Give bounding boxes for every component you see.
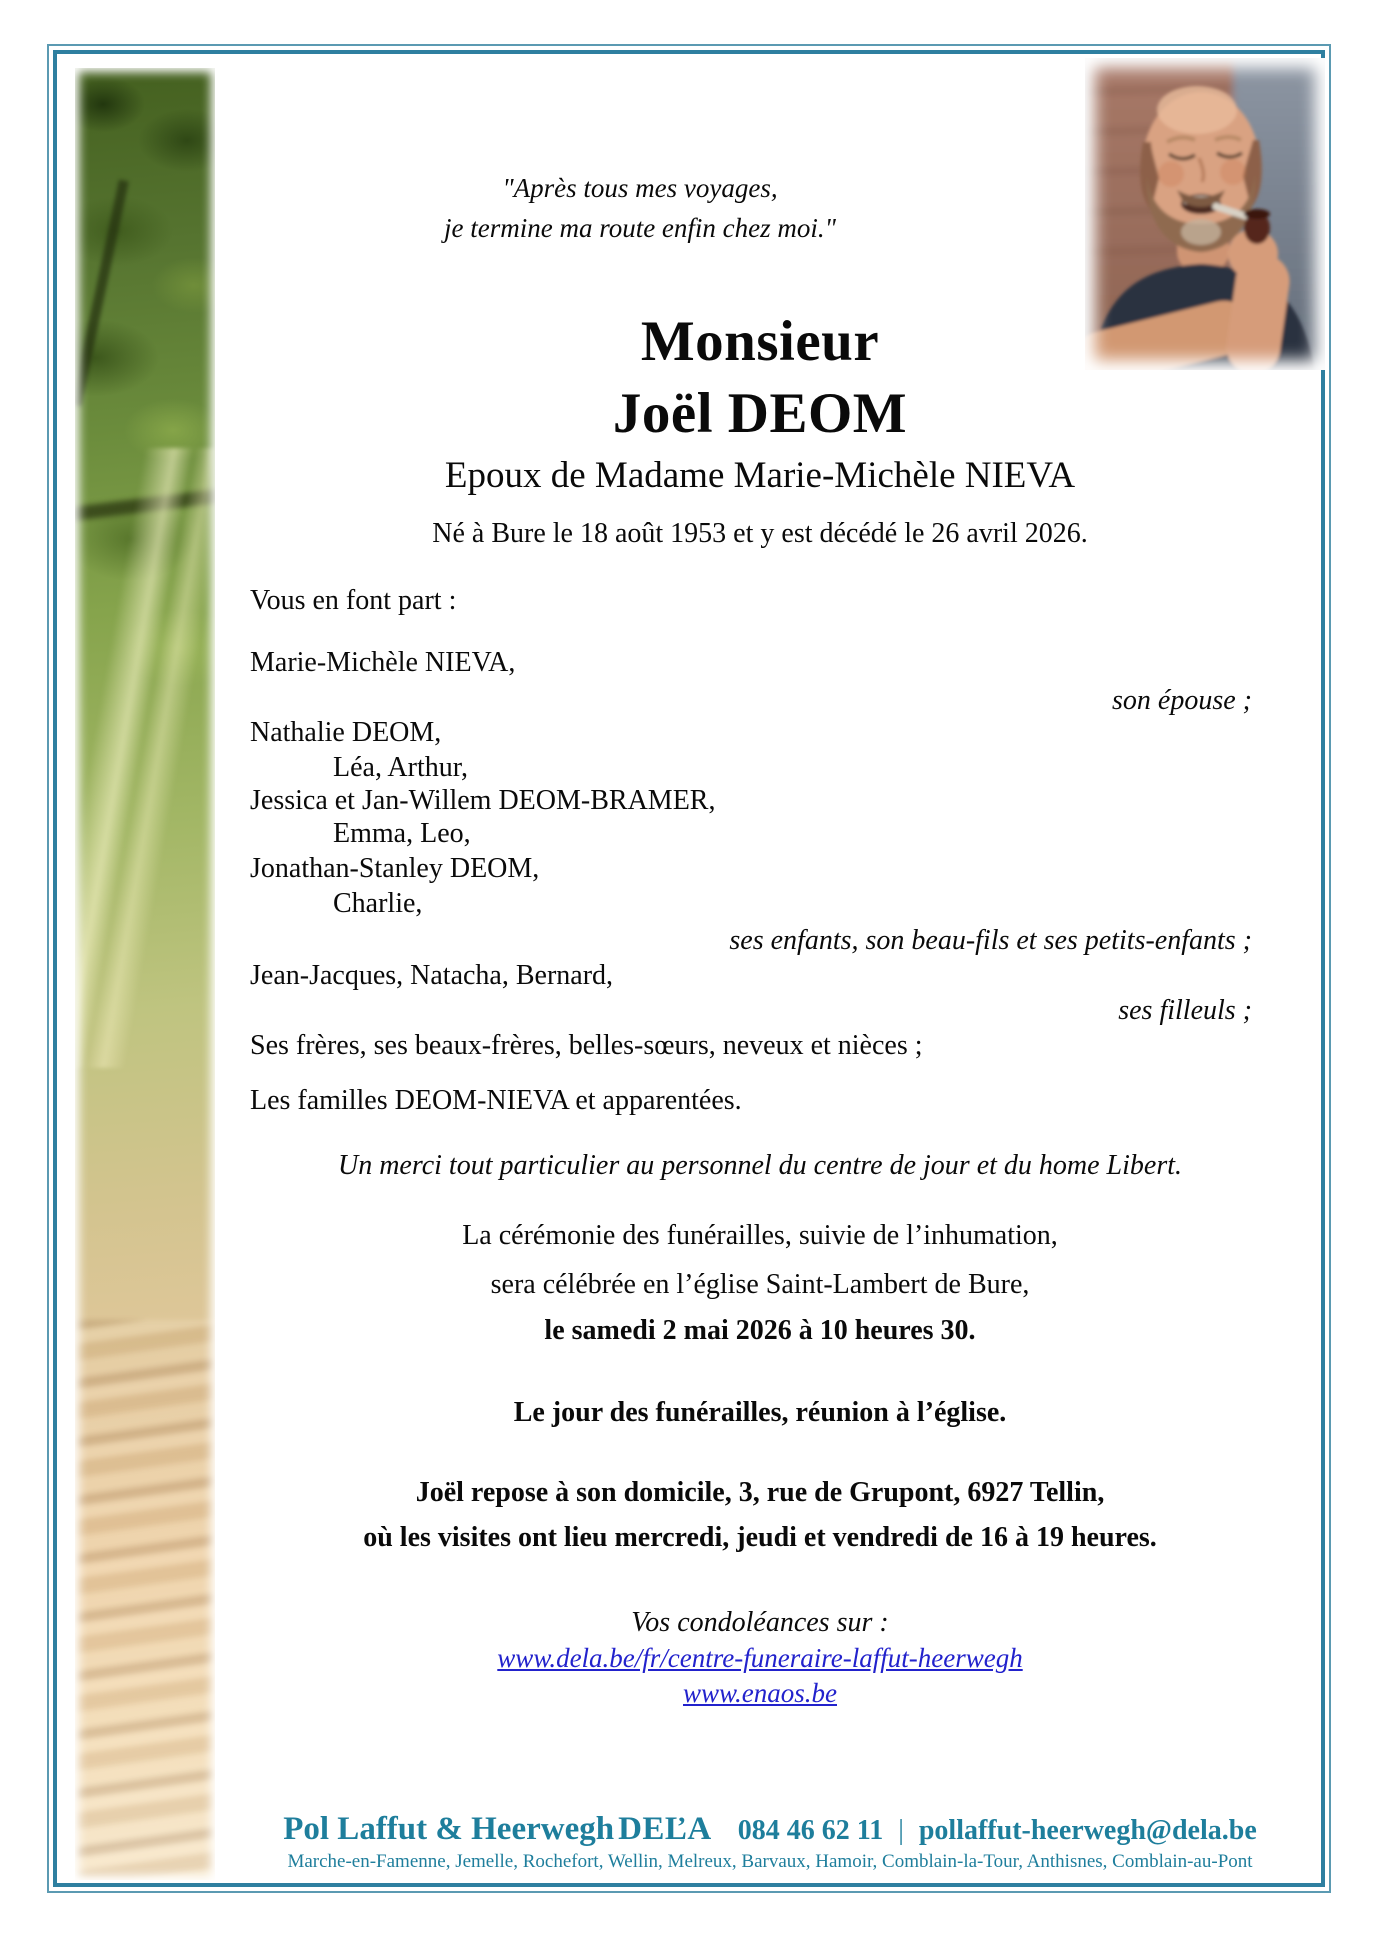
footer-towns: Marche-en-Famenne, Jemelle, Rochefort, Wellin, Melreux, Barvaux, Hamoir, Comblain-la-Tour, Anthisnes, Comblain-au-Pont [287, 1851, 1253, 1872]
condolences-label: Vos condoléances sur : [631, 1607, 889, 1638]
family-line-5: Emma, Leo, [333, 818, 471, 849]
condolence-link-dela[interactable]: www.dela.be/fr/centre-funeraire-laffut-heerwegh [497, 1643, 1023, 1673]
repose-line-1: Joël repose à son domicile, 3, rue de Grupont, 6927 Tellin, [415, 1477, 1105, 1508]
family-line-10: ses filleuls ; [1118, 995, 1252, 1026]
footer-email: pollaffut-heerwegh@dela.be [918, 1815, 1257, 1846]
sun-rays-shape [75, 448, 215, 1068]
deceased-name: Joël DEOM [612, 382, 908, 445]
sandy-path-shape [75, 1320, 215, 1880]
ceremony-line-3: le samedi 2 mai 2026 à 10 heures 30. [544, 1315, 976, 1346]
repose-line-2: où les visites ont lieu mercredi, jeudi et vendredi de 16 à 19 heures. [363, 1522, 1157, 1553]
forest-path-image [75, 68, 215, 1880]
ceremony-line-1: La cérémonie des funérailles, suivie de l’inhumation, [462, 1220, 1058, 1251]
footer-phone: 084 46 62 11 [737, 1815, 884, 1846]
footer-brand-line [225, 1810, 1315, 1850]
family-line-6: Jonathan-Stanley DEOM, [250, 853, 540, 884]
family-line-9: Jean-Jacques, Natacha, Bernard, [250, 960, 614, 991]
condolence-link-enaos[interactable]: www.enaos.be [683, 1678, 837, 1708]
quote-line-2: je termine ma route enfin chez moi." [443, 213, 836, 243]
dela-logo: DEĽA [618, 1811, 712, 1847]
announcement-intro: Vous en font part : [250, 585, 457, 616]
family-line-11: Ses frères, ses beaux-frères, belles-sœurs, neveux et nièces ; [250, 1030, 923, 1061]
footer-separator: | [898, 1815, 904, 1846]
tree-trunk-shape [75, 179, 129, 406]
reunion-line: Le jour des funérailles, réunion à l’église. [513, 1397, 1007, 1428]
thanks-line: Un merci tout particulier au personnel du centre de jour et du home Libert. [337, 1150, 1183, 1181]
family-line-4: Jessica et Jan-Willem DEOM-BRAMER, [250, 785, 716, 816]
tree-branch-shape [75, 489, 215, 522]
family-line-3: Léa, Arthur, [333, 752, 468, 783]
family-line-8: ses enfants, son beau-fils et ses petits-enfants ; [729, 925, 1252, 956]
family-line-1: son épouse ; [1112, 685, 1252, 716]
family-line-12: Les familles DEOM-NIEVA et apparentées. [250, 1085, 742, 1116]
spouse-line: Epoux de Madame Marie-Michèle NIEVA [444, 455, 1076, 496]
deceased-title: Monsieur [640, 310, 880, 373]
quote-line-1: "Après tous mes voyages, [502, 173, 778, 203]
family-line-0: Marie-Michèle NIEVA, [250, 647, 516, 678]
life-dates-line: Né à Bure le 18 août 1953 et y est décédé le 26 avril 2026. [432, 518, 1088, 549]
ceremony-line-2: sera célébrée en l’église Saint-Lambert de Bure, [490, 1269, 1030, 1300]
family-line-2: Nathalie DEOM, [250, 717, 442, 748]
family-line-7: Charlie, [333, 888, 423, 919]
footer-brand: Pol Laffut & Heerwegh [283, 1811, 615, 1847]
